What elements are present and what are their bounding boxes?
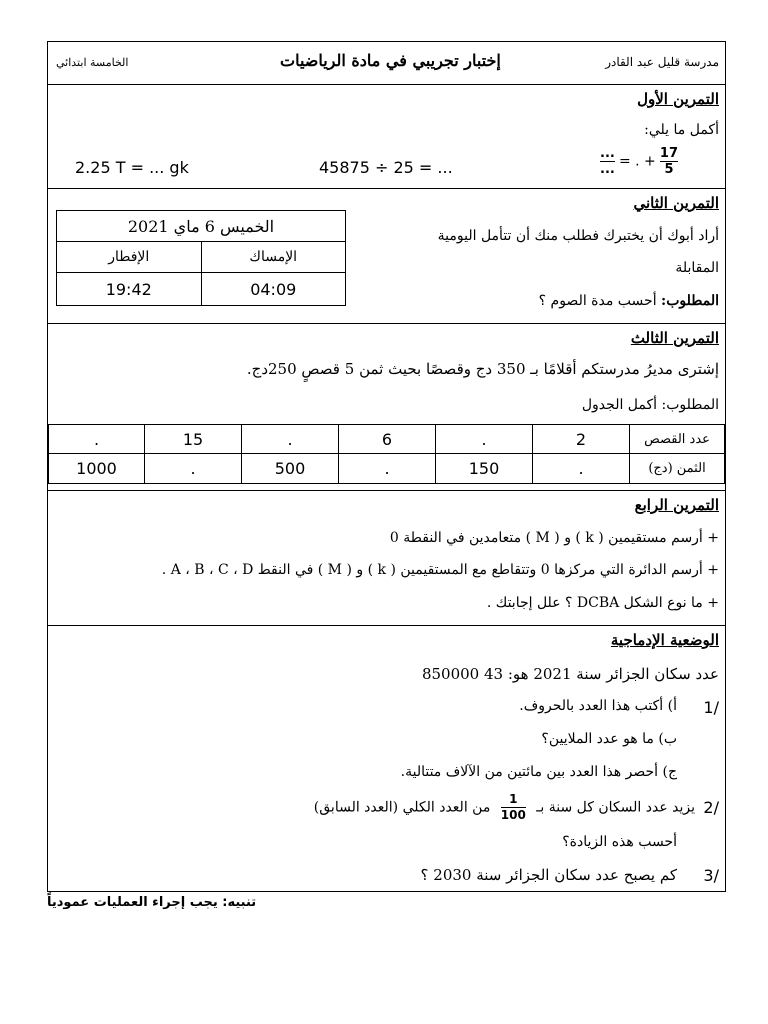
fraction-1-100: $\frac{1}{100}$ [500, 792, 526, 822]
ex4-line1: + أرسم مستقيمين ( k ) و ( M ) متعامدين في النقطة 0 [389, 530, 719, 546]
fraction-17-5: $\frac{17}{5}$ [659, 146, 679, 177]
ramadan-calendar [56, 210, 346, 306]
row-label-price: الثمن (دج) [630, 454, 725, 484]
iftar-time: 19:42 [57, 273, 202, 306]
q1-number: 1/ [703, 698, 719, 717]
q3: كم يصبح عدد سكان الجزائر سنة 2030 ؟ [420, 866, 677, 884]
row-label-stories: عدد القصص [630, 425, 725, 454]
exam-sheet [47, 41, 726, 892]
grade-level: الخامسة ابتدائي [56, 56, 129, 69]
q2-after: من العدد الكلي (العدد السابق) [313, 799, 491, 816]
divider [48, 625, 725, 626]
ex4-heading: التمرين الرابع [634, 496, 719, 514]
table-cell: 15 [145, 425, 242, 454]
table-cell: 6 [339, 425, 436, 454]
divider [48, 490, 725, 491]
school-name: مدرسة قليل عبد القادر [605, 55, 719, 69]
imsak-time: 04:09 [201, 273, 346, 306]
task-text: أحسب مدة الصوم ؟ [538, 293, 657, 309]
table-cell: 150 [436, 454, 533, 484]
table-cell: . [242, 425, 339, 454]
ex1-division: 45875 ÷ 25 = ... [319, 158, 453, 177]
q2-statement [314, 792, 695, 823]
q2-sub: أحسب هذه الزيادة؟ [562, 834, 677, 850]
q3-number: 3/ [703, 866, 719, 885]
table-cell: 2 [533, 425, 630, 454]
table-cell: . [339, 454, 436, 484]
ex4-line3: + ما نوع الشكل DCBA ؟ علل إجابتك . [486, 595, 719, 611]
footer-note: تنبيه: يجب إجراء العمليات عمودياً [47, 895, 257, 910]
ex3-heading: التمرين الثالث [630, 329, 719, 347]
divider [48, 188, 725, 189]
table-cell: . [145, 454, 242, 484]
imsak-header: الإمساك [201, 242, 346, 273]
blank-fraction: $\frac{...}{...}$ [600, 146, 615, 177]
iftar-header: الإفطار [57, 242, 202, 273]
ex1-heading: التمرين الأول [637, 90, 719, 108]
ex1-conversion: 2.25 T = ... gk [75, 158, 189, 177]
ex2-task [539, 293, 719, 309]
ex2-line1: أراد أبوك أن يختبرك فطلب منك أن تتأمل اليومية [437, 228, 719, 244]
q1c: ج) أحصر هذا العدد بين مائتين من الآلاف متتالية. [400, 764, 677, 780]
table-cell: 1000 [49, 454, 145, 484]
table-row-stories [49, 425, 725, 454]
ex1-instruction: أكمل ما يلي: [644, 122, 719, 138]
q2-number: 2/ [703, 798, 719, 817]
divider [48, 84, 725, 85]
proportion-table [48, 424, 725, 484]
calendar-date: الخميس 6 ماي 2021 [57, 211, 346, 242]
table-cell: 500 [242, 454, 339, 484]
table-cell: . [436, 425, 533, 454]
q1b: ب) ما هو عدد الملايين؟ [541, 731, 677, 747]
integration-heading: الوضعية الإدماجية [610, 631, 719, 649]
exam-title: إختبار تجريبي في مادة الرياضيات [280, 51, 501, 70]
table-cell: . [49, 425, 145, 454]
table-cell: . [533, 454, 630, 484]
ex2-line2: المقابلة [675, 260, 719, 276]
task-label: المطلوب: [661, 293, 719, 309]
ex2-heading: التمرين الثاني [633, 194, 719, 212]
table-row-price [49, 454, 725, 484]
fraction-operator: = . + [618, 153, 656, 170]
ex3-statement: إشترى مديرُ مدرستكم أقلامًا بـ 350 دج وقصصًا بحيث ثمن 5 قصصٍ 250دج. [246, 360, 719, 378]
integration-intro: عدد سكان الجزائر سنة 2021 هو: 43 850000 [421, 665, 719, 683]
q1a: أ) أكتب هذا العدد بالحروف. [519, 698, 677, 714]
ex3-task: المطلوب: أكمل الجدول [581, 397, 719, 413]
divider [48, 323, 725, 324]
ex4-line2: + أرسم الدائرة التي مركزها 0 وتتقاطع مع المستقيمين ( k ) و ( M ) في النقط A ، B ، C ، D . [161, 562, 719, 578]
q2-before: يزيد عدد السكان كل سنة بـ [536, 799, 695, 816]
ex1-fraction-exercise [600, 146, 678, 177]
